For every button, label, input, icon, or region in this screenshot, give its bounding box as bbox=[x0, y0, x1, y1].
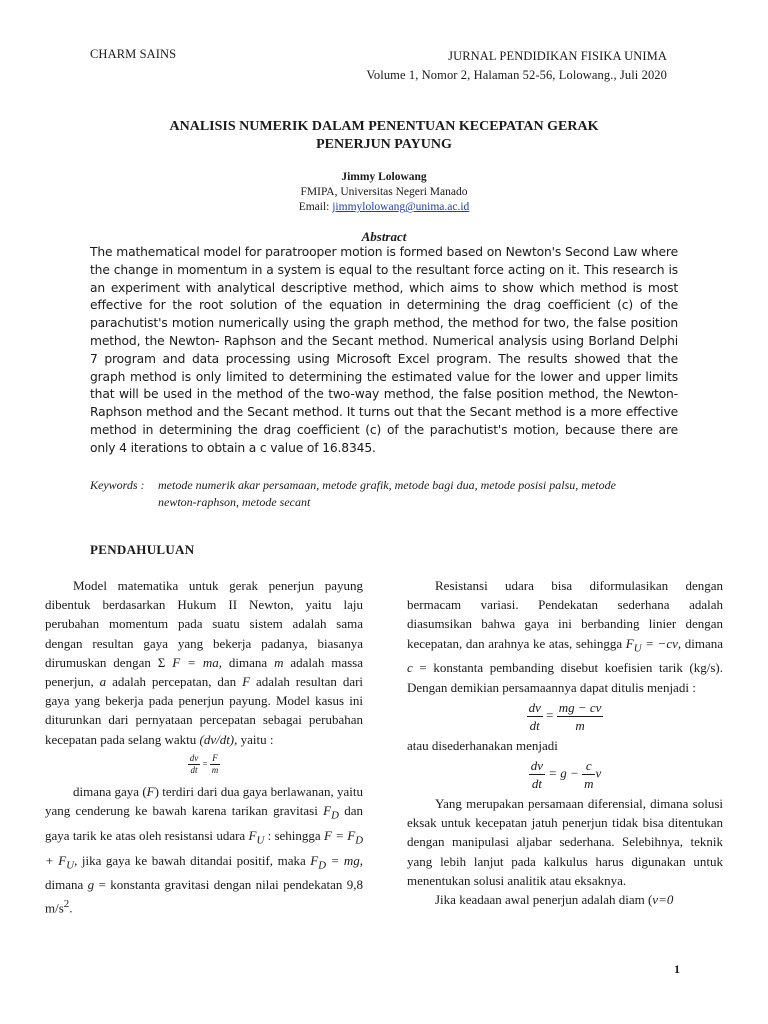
abstract-heading: Abstract bbox=[361, 229, 407, 244]
right-column bbox=[407, 576, 723, 909]
equation-dv-dt-mg-cv: $\frac{dv}{dt}$ = $\frac{mg - cv}{m}$ bbox=[528, 699, 602, 733]
right-paragraph-2: atau disederhanakan menjadi bbox=[407, 737, 558, 753]
section-heading: PENDAHULUAN bbox=[90, 542, 195, 557]
keywords-label: Keywords : bbox=[90, 478, 145, 492]
right-paragraph-1: Resistansi udara bisa diformulasikan dengan bermacam variasi. Pendekatan sederhana adalah diasumsikan bahwa gaya ini berbanding linier dengan kecepatan, dan arahnya ke atas, sehingga $F_U = -cv$, dimana c = konstanta pembanding disebut koefisien tarik (kg/s). Dengan demikian persamaannya dapat ditulis menjadi : bbox=[407, 578, 724, 695]
equation-dv-dt-g-cv-m: $\frac{dv}{dt}$ = g − $\frac{c}{m}$ v bbox=[530, 758, 602, 792]
equation-dv-dt-f-m: $\frac{dv}{dt}$ = $\frac{F}{m}$ bbox=[189, 752, 219, 775]
keywords-line2: newton-raphson, metode secant bbox=[158, 495, 311, 509]
journal-header bbox=[366, 47, 667, 85]
author-name: Jimmy Lolowang bbox=[341, 171, 427, 183]
author-email-line bbox=[0, 200, 768, 215]
left-paragraph-1: Model matematika untuk gerak penerjun payung dibentuk berdasarkan Hukum II Newton, yaitu laju perubahan momentum pada suatu sistem adalah sama dengan resultan gaya yang bekerja padanya, biasanya dirumuskan dengan Σ F = ma, dimana m adalah massa penerjun, a adalah percepatan, dan F adalah resultan dari gaya yang bekerja pada penerjun payung. Model kasus ini diturunkan dari pernyataan percepatan sebagai perubahan kecepatan pada selang waktu (dv/dt), yaitu : bbox=[45, 578, 364, 747]
left-paragraph-2: dimana gaya (F) terdiri dari dua gaya berlawanan, yaitu yang cenderung ke bawah karena tarikan gravitasi $F_D$ dan gaya tarik ke atas oleh resistansi udara $F_U$ : sehingga $F = F_D + F_U$, jika gaya ke bawah ditandai positif, maka $F_D$ = mg, dimana g = konstanta gravitasi dengan nilai pendekatan 9,8 $m/s^2$. bbox=[45, 783, 364, 915]
page-number: 1 bbox=[674, 962, 680, 976]
right-paragraph-4: Jika keadaan awal penerjun adalah diam (v=0 bbox=[435, 892, 674, 908]
paper-title-line1: ANALISIS NUMERIK DALAM PENENTUAN KECEPATAN GERAK bbox=[169, 119, 599, 134]
left-column bbox=[45, 576, 363, 917]
journal-volume-info: Volume 1, Nomor 2, Halaman 52-56, Lolowang., Juli 2020 bbox=[366, 68, 667, 82]
keywords-line1: metode numerik akar persamaan, metode grafik, metode bagi dua, metode posisi palsu, metode bbox=[158, 478, 616, 492]
journal-short-name: CHARM SAINS bbox=[90, 47, 177, 61]
abstract-body: The mathematical model for paratrooper motion is formed based on Newton's Second Law where the change in momentum in a system is equal to the resultant force acting on it. This research is an experiment with analytical descriptive method, which aims to show which method is most effective for the root solution of the equation in determining the drag coefficient (c) of the parachutist's motion numerically using the graph method, the method for two, the false position method, the Newton- Raphson and the Secant method. Numerical analysis using Borland Delphi 7 program and data processing using Microsoft Excel program. The results showed that the graph method is only limited to determining the estimated value for the lower and upper limits that will be used in the method of the two-way method, the false position method, the Newton-Raphson method and the Secant method. It turns out that the Secant method is a more effective method in determining the drag coefficient (c) of the parachutist's motion, because there are only 4 iterations to obtain a c value of 16.8345. bbox=[90, 245, 678, 455]
journal-name: JURNAL PENDIDIKAN FISIKA UNIMA bbox=[448, 49, 667, 63]
email-label: Email: bbox=[298, 201, 330, 213]
author-affiliation: FMIPA, Universitas Negeri Manado bbox=[300, 186, 468, 198]
paper-title-line2: PENERJUN PAYUNG bbox=[316, 137, 452, 152]
author-block bbox=[0, 170, 768, 215]
right-paragraph-3: Yang merupakan persamaan diferensial, dimana solusi eksak untuk kecepatan jatuh penerjun tidak bisa ditentukan dengan manipulasi aljabar sederhana. Selebihnya, teknik yang lebih lanjut pada kalkulus harus digunakan untuk menentukan solusi analitik atau eksaknya. bbox=[407, 796, 723, 888]
author-email-link[interactable]: jimmylolowang@unima.ac.id bbox=[332, 201, 470, 213]
paper-title bbox=[0, 118, 768, 154]
keywords bbox=[90, 477, 678, 511]
